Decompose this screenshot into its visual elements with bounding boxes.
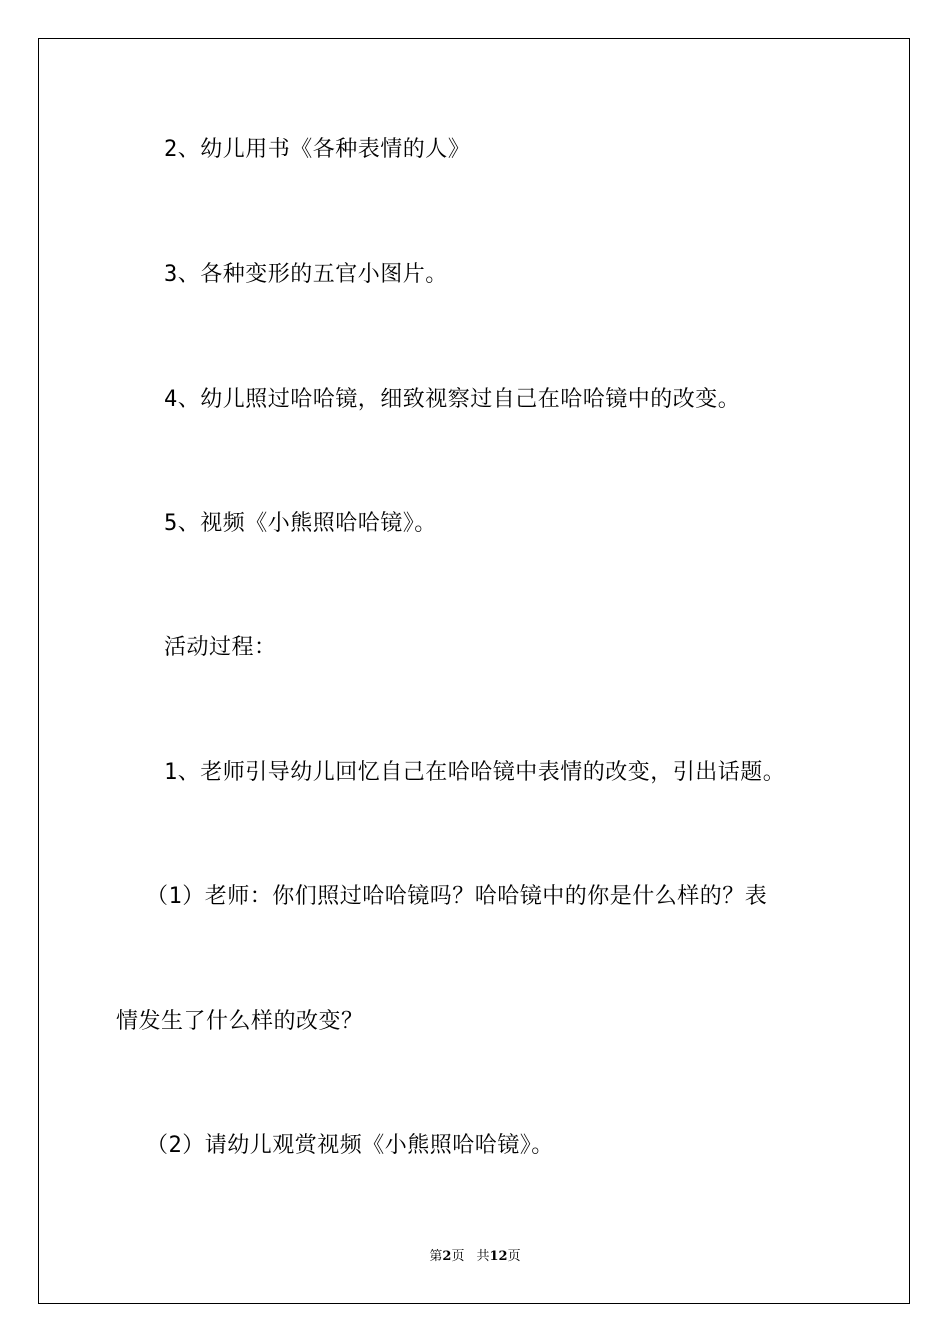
- paragraph-step-1: 1、老师引导幼儿回忆自己在哈哈镜中表情的改变，引出话题。: [164, 760, 786, 785]
- section-heading-activity-process: 活动过程：: [164, 635, 277, 660]
- footer-page-prefix: 第: [429, 1249, 443, 1264]
- footer-total-pages: 12: [489, 1249, 508, 1264]
- footer-page-suffix: 页: [451, 1249, 465, 1264]
- paragraph-step-1-sub-2: （2）请幼儿观赏视频《小熊照哈哈镜》。: [146, 1133, 554, 1158]
- paragraph-materials-2: 2、幼儿用书《各种表情的人》: [164, 137, 471, 162]
- paragraph-materials-3: 3、各种变形的五官小图片。: [164, 262, 448, 287]
- footer-page-number: 2: [442, 1249, 452, 1264]
- paragraph-step-1-sub-1-continued: 情发生了什么样的改变？: [116, 1009, 364, 1034]
- page-border: [38, 38, 910, 1304]
- paragraph-materials-5: 5、视频《小熊照哈哈镜》。: [164, 511, 437, 536]
- footer-total-suffix: 页: [507, 1249, 521, 1264]
- paragraph-step-1-sub-1: （1）老师：你们照过哈哈镜吗？哈哈镜中的你是什么样的？表: [146, 884, 768, 909]
- page-footer: [0, 1248, 950, 1266]
- paragraph-materials-4: 4、幼儿照过哈哈镜，细致视察过自己在哈哈镜中的改变。: [164, 387, 741, 412]
- footer-total-prefix: 共: [476, 1249, 490, 1264]
